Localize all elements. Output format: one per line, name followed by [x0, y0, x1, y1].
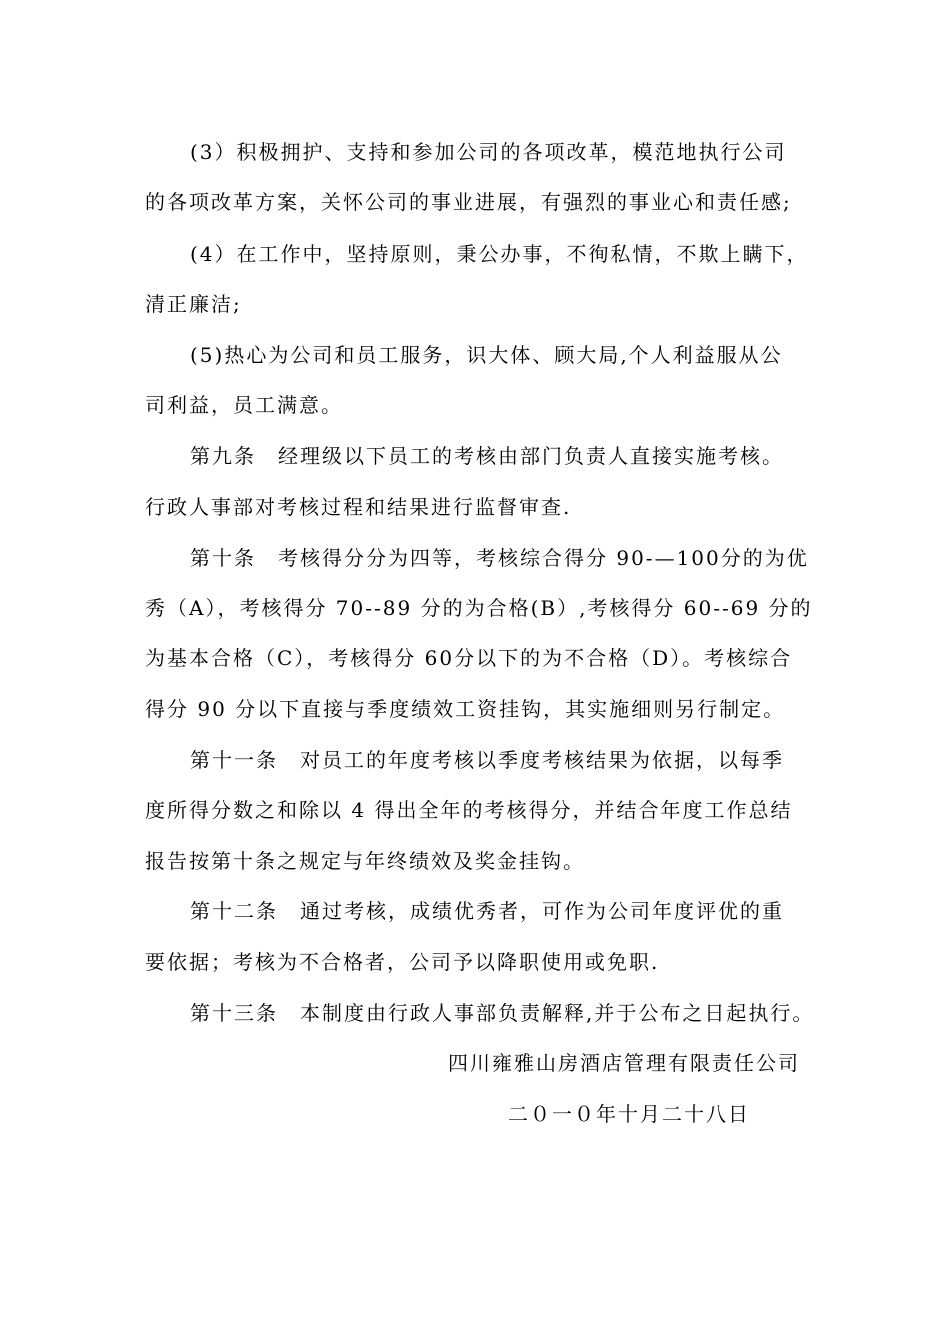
- article-10-line-1: 第十条 考核得分分为四等，考核综合得分 90-—100分的为优: [190, 546, 809, 570]
- clause-item-3-line-1: (3）积极拥护、支持和参加公司的各项改革，模范地执行公司: [190, 140, 787, 164]
- clause-item-5-line-1: (5)热心为公司和员工服务，识大体、顾大局,个人利益服从公: [190, 343, 783, 367]
- article-11-line-3: 报告按第十条之规定与年终绩效及奖金挂钩。: [145, 849, 585, 873]
- article-9-line-2: 行政人事部对考核过程和结果进行监督审查.: [145, 495, 572, 519]
- article-12-line-1: 第十二条 通过考核，成绩优秀者，可作为公司年度评优的重: [190, 899, 784, 923]
- signature-company-name: 四川雍雅山房酒店管理有限责任公司: [448, 1051, 800, 1075]
- article-11-line-2: 度所得分数之和除以 4 得出全年的考核得分，并结合年度工作总结: [145, 798, 793, 822]
- article-12-line-2: 要依据；考核为不合格者，公司予以降职使用或免职.: [145, 950, 660, 974]
- article-10-line-2: 秀（A），考核得分 70--89 分的为合格(B）,考核得分 60--69 分的: [145, 596, 813, 620]
- article-10-line-3: 为基本合格（C），考核得分 60分以下的为不合格（D）。考核综合: [145, 646, 793, 670]
- article-11-line-1: 第十一条 对员工的年度考核以季度考核结果为依据，以每季: [190, 748, 784, 772]
- signature-date: 二０一０年十月二十八日: [508, 1102, 750, 1126]
- clause-item-5-line-2: 司利益，员工满意。: [145, 393, 343, 417]
- clause-item-3-line-2: 的各项改革方案，关怀公司的事业进展，有强烈的事业心和责任感;: [145, 190, 792, 214]
- article-9-line-1: 第九条 经理级以下员工的考核由部门负责人直接实施考核。: [190, 444, 784, 468]
- clause-item-4-line-1: (4）在工作中，坚持原则，秉公办事，不徇私情，不欺上瞒下，: [190, 242, 809, 266]
- clause-item-4-line-2: 清正廉洁;: [145, 292, 242, 316]
- article-10-line-4: 得分 90 分以下直接与季度绩效工资挂钩，其实施细则另行制定。: [145, 697, 786, 721]
- article-13-line-1: 第十三条 本制度由行政人事部负责解释,并于公布之日起执行。: [190, 1001, 815, 1025]
